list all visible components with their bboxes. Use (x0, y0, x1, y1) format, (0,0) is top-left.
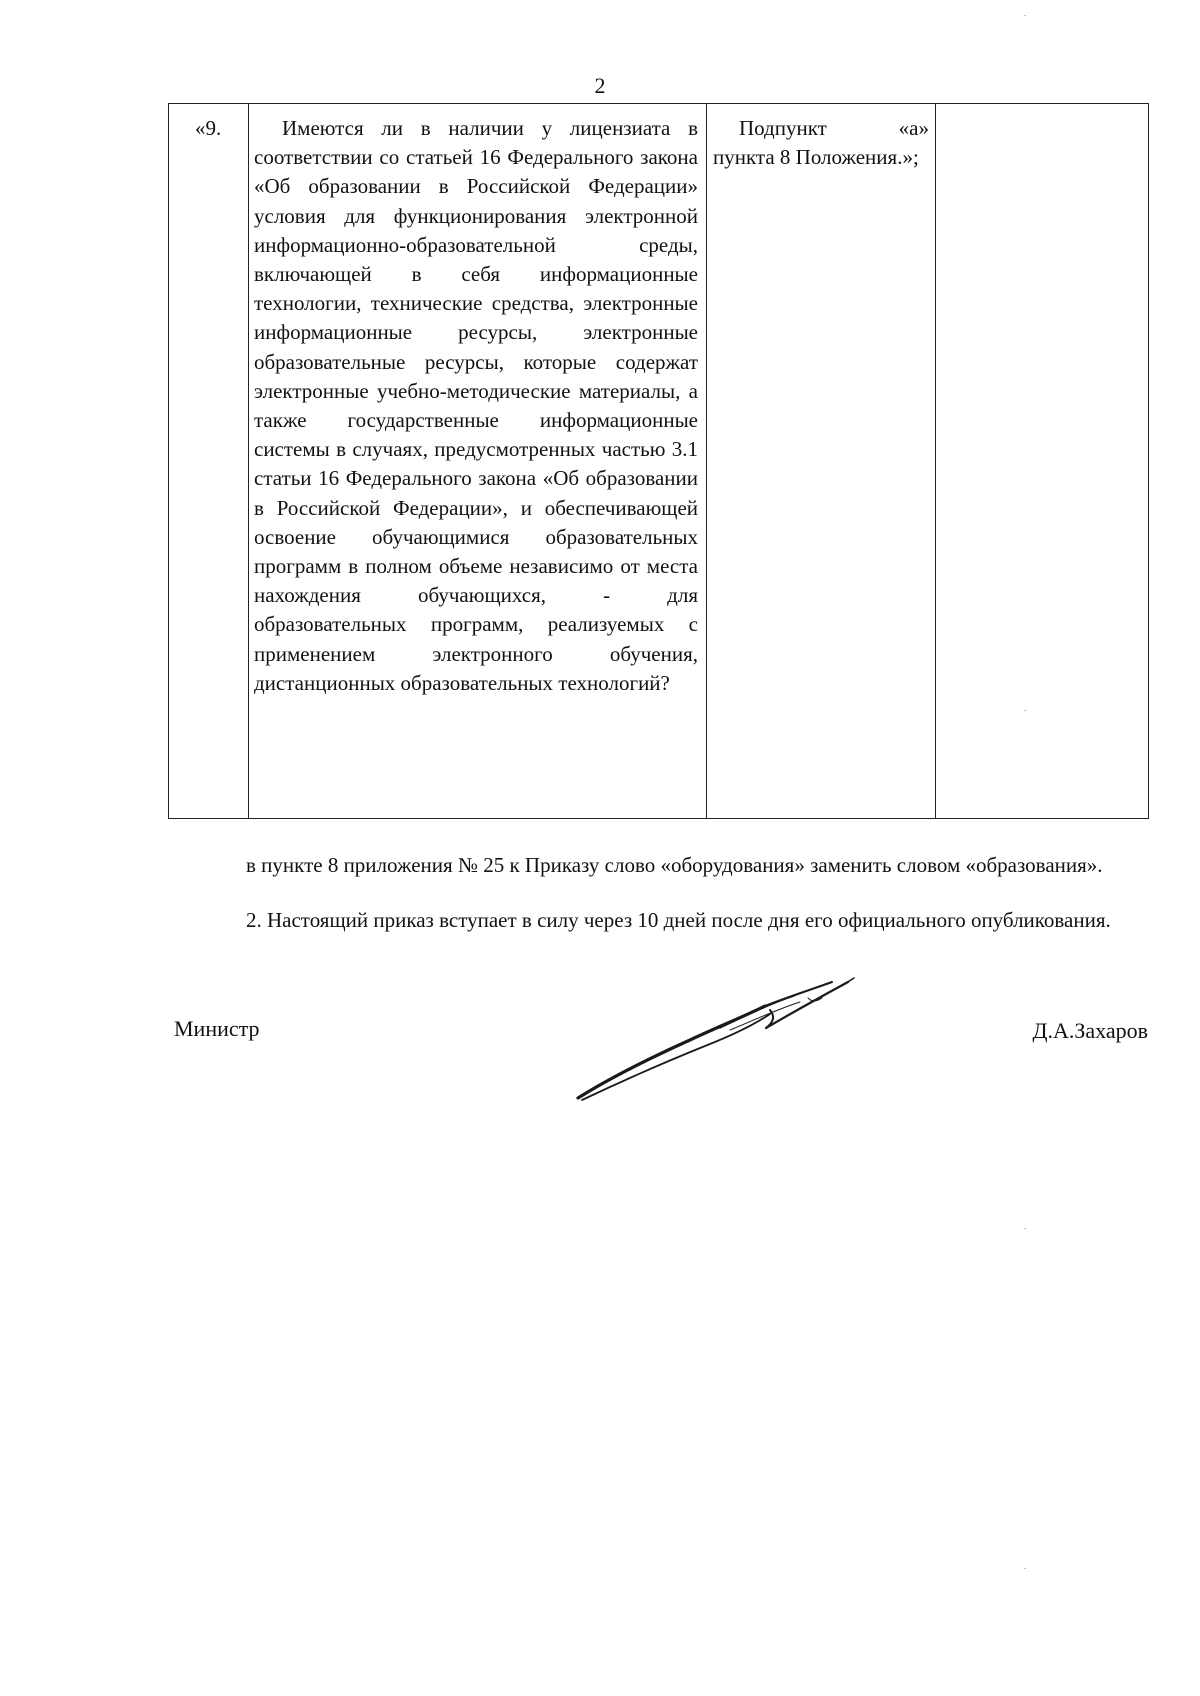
scan-speck (1024, 1228, 1026, 1229)
row-number: «9. (195, 116, 222, 140)
signatory-name: Д.А.Захаров (1032, 1018, 1148, 1043)
scan-speck (1024, 710, 1026, 711)
amendment-paragraph: в пункте 8 приложения № 25 к Приказу слово «оборудования» заменить словом «образования». (246, 853, 1103, 877)
criteria-table (168, 103, 1149, 819)
question-cell (249, 104, 707, 819)
question-text: Имеются ли в наличии у лицензиата в соответствии со статьей 16 Федерального закона «Об образовании в Российской Федерации» условия для функционирования электронной информационно-образовательной среды, включающей в себя информационные технологии, технические средства, электронные информационные ресурсы, электронные образовательные ресурсы, которые содержат электронные учебно-методические материалы, а также государственные информационные системы в случаях, предусмотренных частью 3.1 статьи 16 Федерального закона «Об образовании в Российской Федерации», и обеспечивающей освоение обучающимися образовательных программ в полном объеме независимо от места нахождения обучающихся, - для образовательных программ, реализуемых с применением электронного обучения, дистанционных образовательных технологий? (254, 116, 698, 695)
effective-date-paragraph: 2. Настоящий приказ вступает в силу через 10 дней после дня его официального опубликования. (246, 908, 1111, 932)
scan-speck (1024, 15, 1026, 16)
signatory-title: Министр (174, 1016, 260, 1041)
handwritten-signature (570, 958, 870, 1108)
row-number-cell (169, 104, 249, 819)
notes-cell (936, 104, 1149, 819)
scan-speck (1024, 1568, 1026, 1569)
page-number: 2 (594, 73, 606, 98)
table-row (169, 104, 1149, 819)
reference-text: Подпункт «а» пункта 8 Положения.»; (713, 116, 929, 170)
reference-cell (707, 104, 936, 819)
